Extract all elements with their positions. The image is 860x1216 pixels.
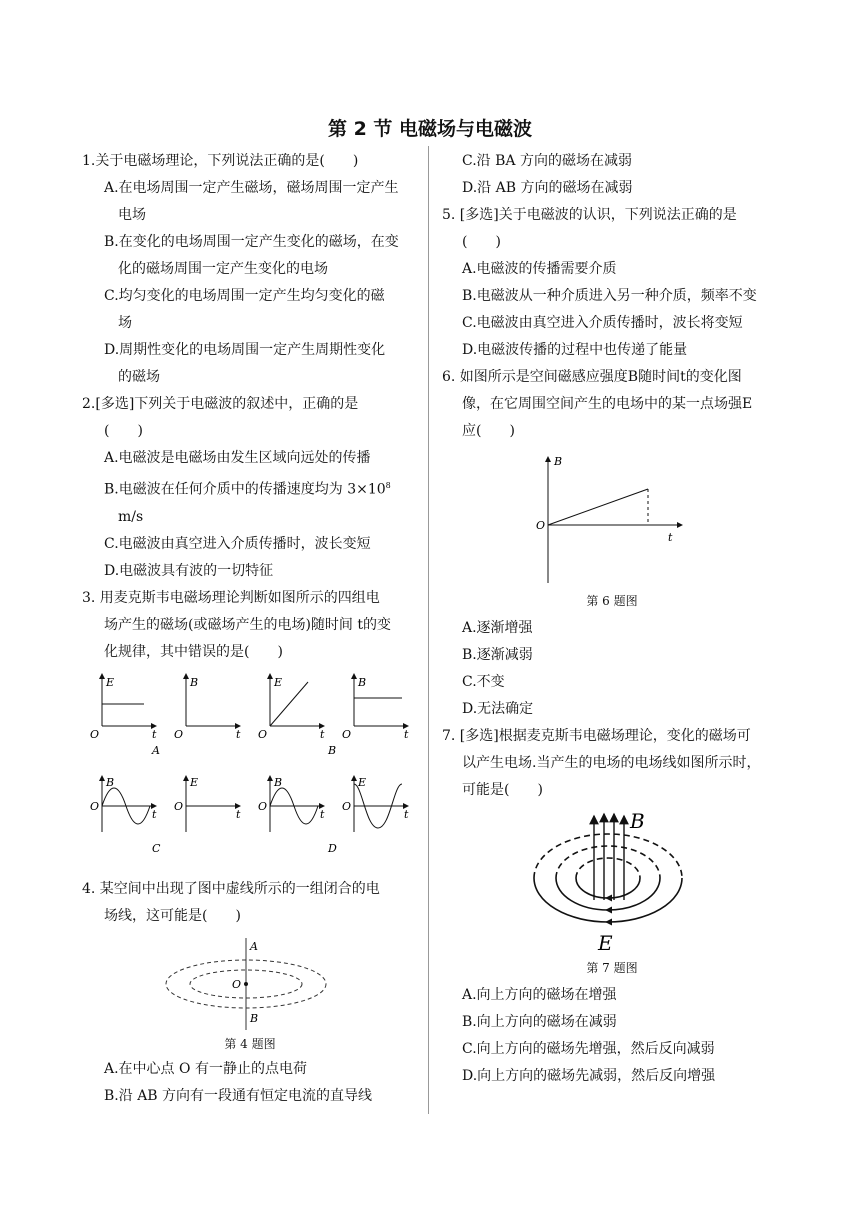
svg-text:B: B: [358, 675, 367, 689]
q3-graph-b-b: [342, 674, 409, 741]
q4-option-d: D.沿 AB 方向的磁场在减弱: [462, 180, 633, 196]
svg-text:O: O: [174, 799, 184, 813]
q7-option-b: B.向上方向的磁场在减弱: [462, 1014, 617, 1030]
q7-stem-cont1: 以产生电场.当产生的电场的电场线如图所示时，: [462, 755, 761, 771]
q7-figure: [442, 808, 782, 958]
q1-option-d-cont: 的磁场: [118, 369, 160, 385]
question-5-stem: 5. [多选]关于电磁波的认识，下列说法正确的是: [442, 207, 737, 223]
svg-text:t: t: [152, 727, 157, 741]
q7-option-d: D.向上方向的磁场先减弱，然后反向增强: [462, 1068, 716, 1084]
question-4-stem: 4. 某空间中出现了图中虚线所示的一组闭合的电: [82, 880, 380, 897]
q3-label-c: C: [152, 841, 161, 855]
svg-text:t: t: [320, 807, 325, 821]
q6-option-d: D.无法确定: [462, 701, 534, 717]
svg-text:B: B: [106, 775, 115, 789]
q5-option-a: A.电磁波的传播需要介质: [462, 261, 617, 277]
q3-stem-cont2: 化规律，其中错误的是( ): [104, 643, 283, 660]
svg-text:t: t: [404, 727, 409, 741]
q5-option-c: C.电磁波由真空进入介质传播时，波长将变短: [462, 315, 743, 331]
q2-option-a: A.电磁波是电磁场由发生区域向远处的传播: [104, 450, 371, 466]
q2-option-b: B.电磁波在任何介质中的传播速度均为 $3\times 10^8$: [104, 481, 391, 498]
column-divider: [428, 146, 429, 1114]
svg-text:E: E: [274, 675, 283, 689]
q3-stem-cont1: 场产生的磁场(或磁场产生的电场)随时间 t的变: [104, 616, 391, 633]
q7-caption: 第 7 题图: [586, 961, 638, 975]
svg-text:O: O: [342, 799, 352, 813]
q7-stem-cont2: 可能是( ): [462, 782, 543, 798]
q1-option-b: B.在变化的电场周围一定产生变化的磁场，在变: [104, 234, 399, 250]
svg-text:O: O: [258, 799, 268, 813]
q2-option-c: C.电磁波由真空进入介质传播时，波长变短: [104, 535, 371, 552]
q1-option-c-cont: 场: [118, 315, 132, 331]
svg-text:O: O: [90, 727, 100, 741]
svg-text:t: t: [404, 807, 409, 821]
svg-text:t: t: [236, 807, 241, 821]
svg-text:E: E: [190, 775, 199, 789]
question-3-stem: 3. 用麦克斯韦电磁场理论判断如图所示的四组电: [82, 589, 380, 606]
svg-text:t: t: [236, 727, 241, 741]
q3-graph-a-b: [174, 674, 241, 741]
q5-option-d: D.电磁波传播的过程中也传递了能量: [462, 342, 688, 358]
svg-text:E: E: [106, 675, 115, 689]
svg-text:B: B: [554, 455, 563, 468]
q1-option-c: C.均匀变化的电场周围一定产生均匀变化的磁: [104, 288, 385, 304]
svg-text:B: B: [274, 775, 283, 789]
question-7-stem: 7. [多选]根据麦克斯韦电磁场理论，变化的磁场可: [442, 728, 751, 744]
svg-text:O: O: [342, 727, 352, 741]
svg-text:B: B: [190, 675, 199, 689]
q3-graph-d-e: [342, 776, 409, 832]
q2-answer-bracket: ( ): [104, 423, 143, 439]
q1-option-a-cont: 电场: [118, 207, 146, 223]
q3-label-a: A: [152, 743, 160, 757]
q7-label-e: E: [598, 931, 613, 955]
q1-option-b-cont: 化的磁场周围一定产生变化的电场: [118, 261, 328, 277]
page-title: 第 2 节 电磁场与电磁波: [327, 118, 533, 140]
question-2-stem: 2.[多选]下列关于电磁波的叙述中，正确的是: [82, 396, 359, 412]
q6-caption: 第 6 题图: [586, 594, 638, 608]
q4-option-b: B.沿 AB 方向有一段通有恒定电流的直导线: [104, 1087, 373, 1104]
q4-label-b: B: [250, 1011, 259, 1025]
q3-graph-d-b: [258, 776, 325, 832]
q6-option-c: C.不变: [462, 674, 505, 690]
svg-text:O: O: [258, 727, 268, 741]
q1-option-a: A.在电场周围一定产生磁场，磁场周围一定产生: [104, 180, 399, 196]
svg-text:O: O: [90, 799, 100, 813]
svg-text:E: E: [358, 775, 367, 789]
q1-option-d: D.周期性变化的电场周围一定产生周期性变化: [104, 342, 386, 358]
left-column: [82, 148, 418, 1110]
svg-text:t: t: [152, 807, 157, 821]
q3-graph-b-e: [258, 674, 325, 741]
q6-stem-cont1: 像，在它周围空间产生的电场中的某一点场强E: [462, 396, 753, 412]
q3-graph-a-e: [90, 674, 157, 741]
q7-label-b: B: [630, 809, 645, 833]
q4-caption: 第 4 题图: [224, 1036, 276, 1051]
svg-text:O: O: [536, 519, 546, 532]
q5-answer-bracket: ( ): [462, 234, 501, 250]
q2-option-d: D.电磁波具有波的一切特征: [104, 562, 274, 579]
svg-text:t: t: [668, 531, 673, 544]
q5-option-b: B.电磁波从一种介质进入另一种介质，频率不变: [462, 288, 757, 304]
q3-figure: [82, 672, 418, 874]
svg-text:t: t: [320, 727, 325, 741]
q6-option-b: B.逐渐减弱: [462, 647, 533, 663]
q3-label-d: D: [328, 841, 337, 855]
q3-graph-c-b: [90, 776, 157, 832]
q4-option-a: A.在中心点 O 有一静止的点电荷: [104, 1060, 307, 1077]
q4-stem-cont: 场线，这可能是( ): [104, 907, 241, 924]
q4-label-o: O: [232, 977, 242, 991]
q3-graph-c-e: [174, 776, 241, 832]
q6-option-a: A.逐渐增强: [462, 620, 533, 636]
q7-option-c: C.向上方向的磁场先增强，然后反向减弱: [462, 1041, 715, 1057]
q4-figure: [82, 934, 418, 1034]
q3-label-b: B: [328, 743, 337, 757]
q2-option-b-cont: m/s: [118, 508, 144, 525]
svg-text:O: O: [174, 727, 184, 741]
right-column: [442, 148, 782, 1090]
question-6-stem: 6. 如图所示是空间磁感应强度B随时间t的变化图: [442, 369, 742, 385]
question-1-stem: 1.关于电磁场理论，下列说法正确的是( ): [82, 153, 359, 169]
q6-figure: [442, 451, 782, 591]
q7-option-a: A.向上方向的磁场在增强: [462, 987, 617, 1003]
q4-label-a: A: [250, 939, 258, 953]
q4-option-c: C.沿 BA 方向的磁场在减弱: [462, 153, 632, 169]
q6-stem-cont2: 应( ): [462, 423, 515, 439]
